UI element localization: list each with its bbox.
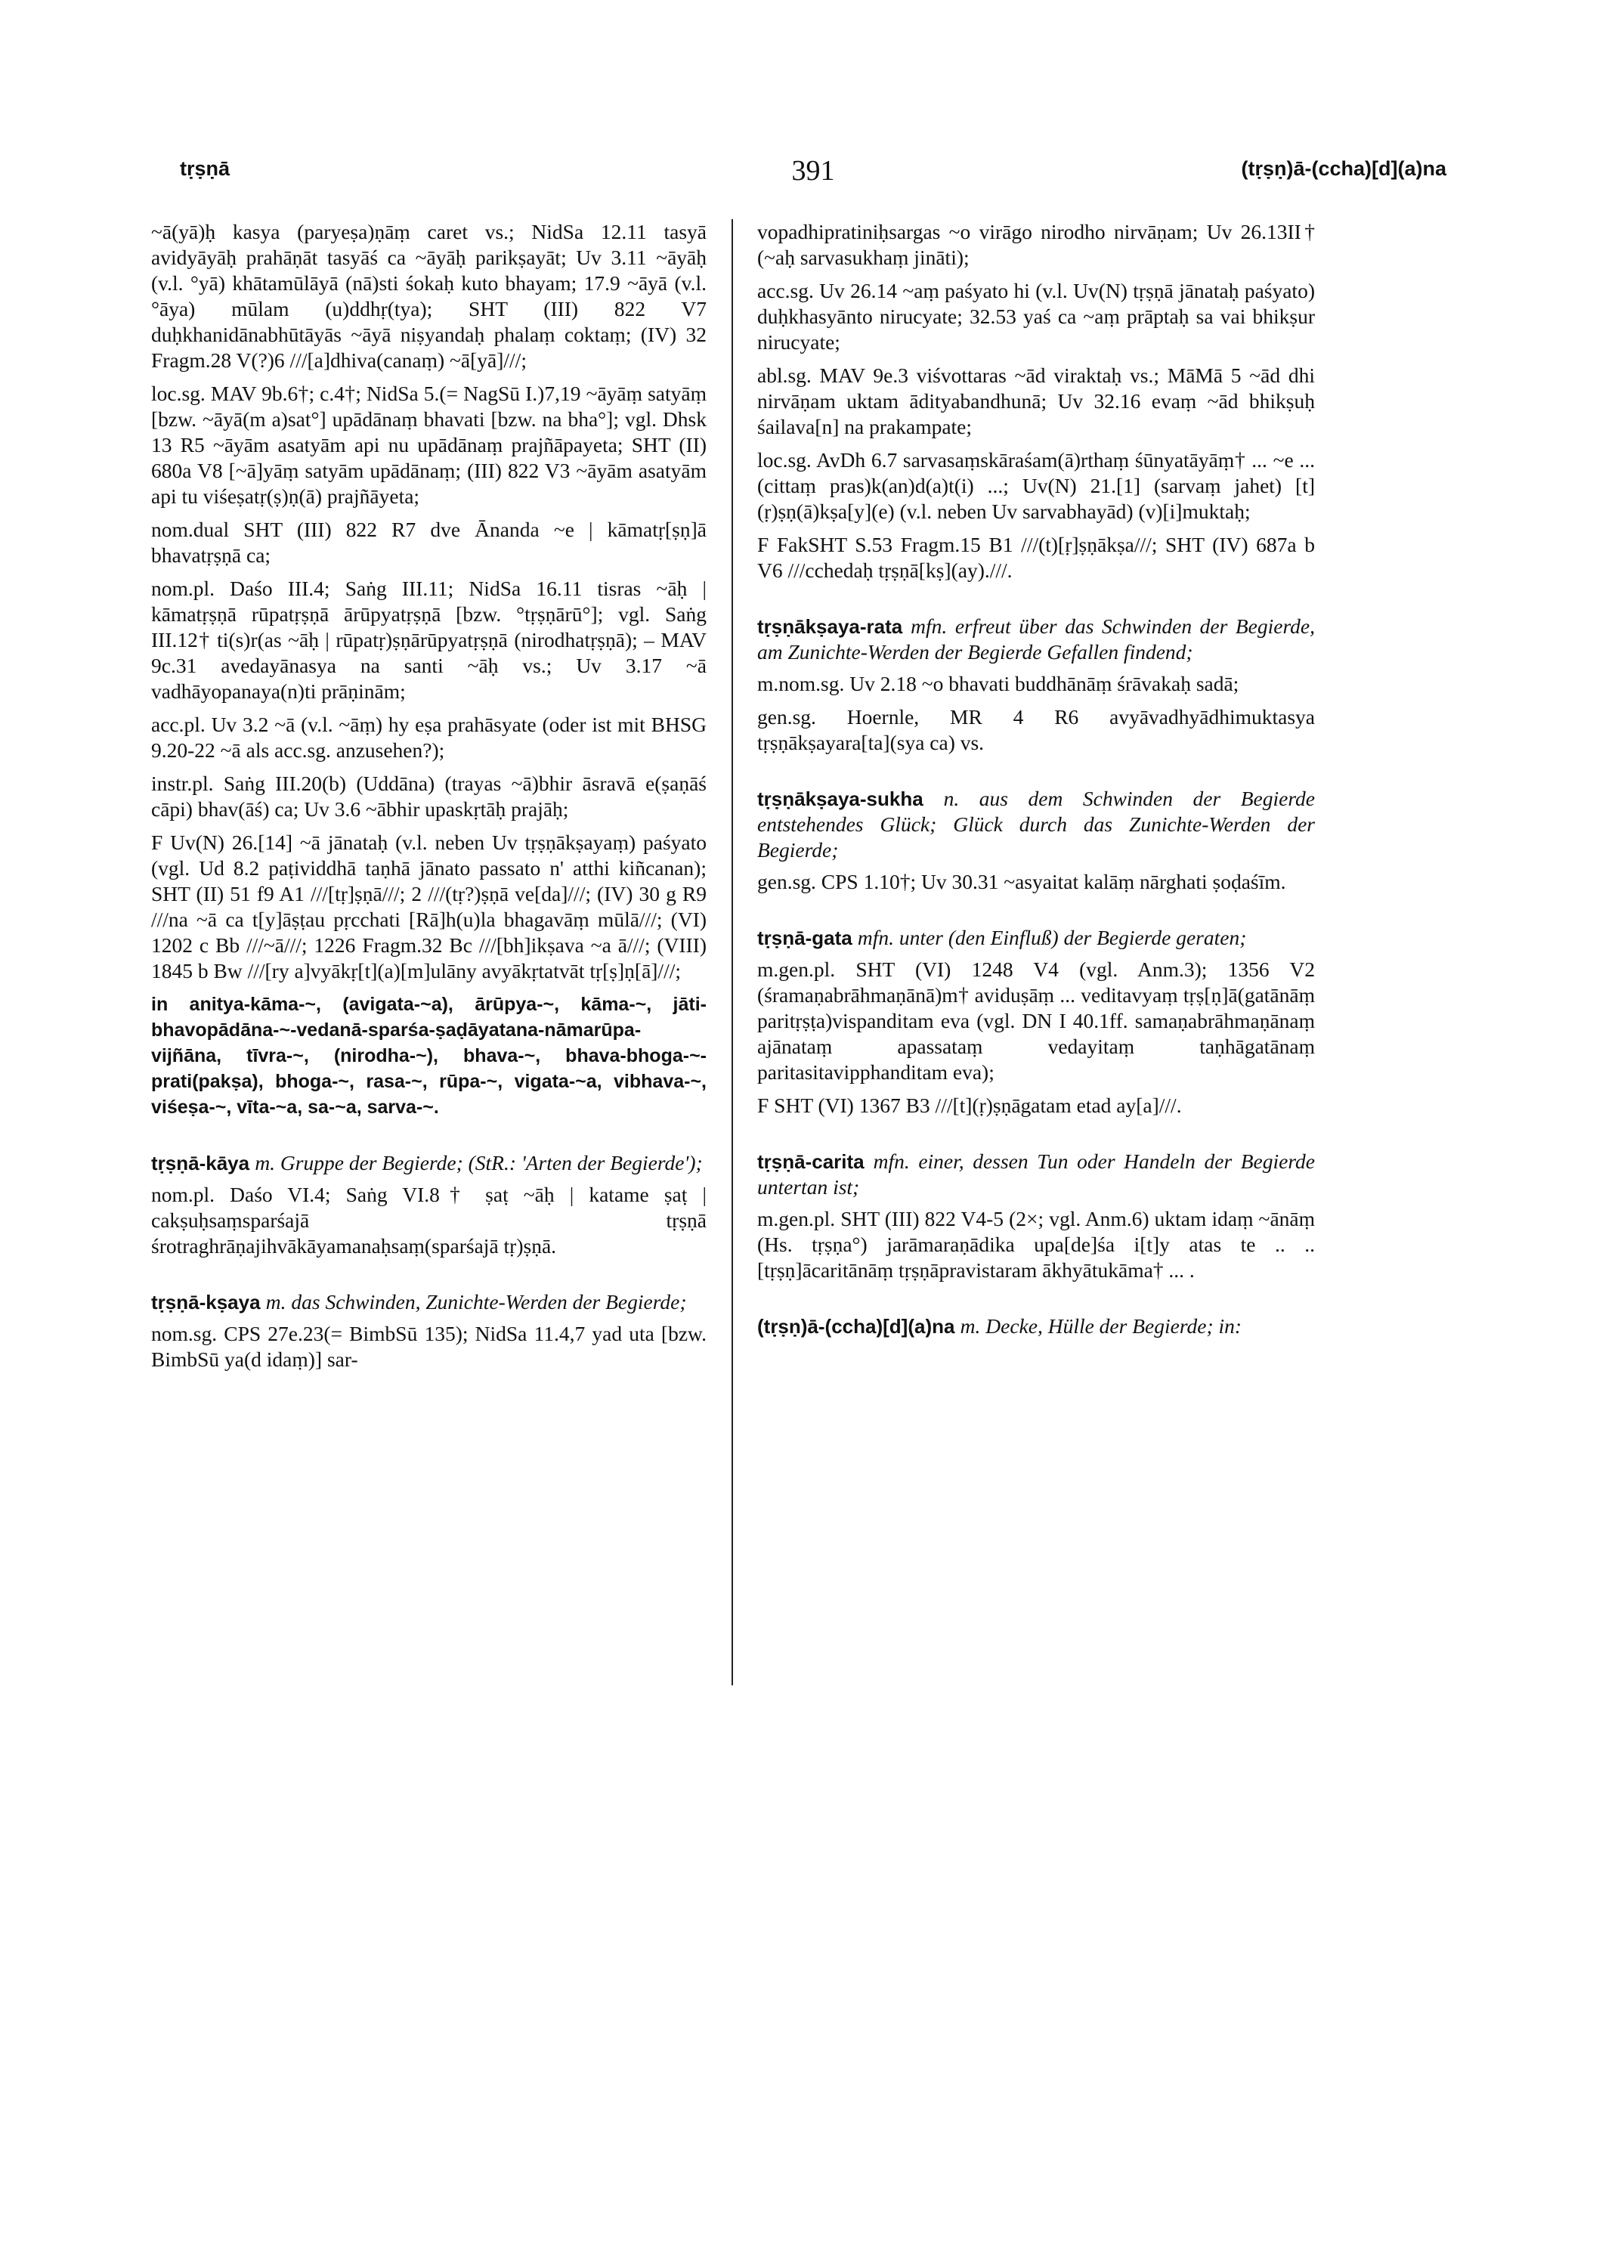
paragraph: nom.pl. Daśo III.4; Saṅg III.11; NidSa 16.11 tisras ~āḥ | kāmatṛṣṇā rūpatṛṣṇā ārūpyatṛṣṇā [bzw. °tṛṣṇārū°]; vgl. Saṅg III.12† ti(s)r(as ~āḥ | rūpatṛ)ṣṇārūpyatṛṣṇā (nirodhatṛṣṇā); – MAV 9c.31 avedayānasya na santi ~āḥ vs.; Uv 3.17 ~ā vadhāyopanaya(n)ti prāṇinām; (151, 577, 707, 703)
paragraph: m.gen.pl. SHT (III) 822 V4-5 (2×; vgl. Anm.6) uktam idaṃ ~ānāṃ (Hs. tṛṣṇa°) jarāmaraṇādika upa[de]śa i[t]y atas te .. .. [tṛṣṇ]ācaritānāṃ tṛṣṇāpravistaram ākhyātukāma† ... . (757, 1207, 1315, 1282)
entry-lemma: tṛṣṇā-gata (757, 927, 858, 949)
paragraph: m.nom.sg. Uv 2.18 ~o bhavati buddhānāṃ śrāvakaḥ sadā; (757, 672, 1239, 695)
entry-lemma: tṛṣṇākṣaya-sukha (757, 787, 944, 810)
left-column (151, 219, 707, 1380)
paragraph: F FakSHT S.53 Fragm.15 B1 ///(t)[ṛ]ṣṇākṣa///; SHT (IV) 687a b V6 ///cchedaḥ tṛṣṇā[kṣ](ay).///. (757, 533, 1315, 582)
page-number: 391 (791, 155, 835, 187)
paragraph: nom.sg. CPS 27e.23(= BimbSū 135); NidSa 11.4,7 yad uta [bzw. BimbSū ya(d idaṃ)] sar- (151, 1322, 707, 1371)
column-divider (732, 219, 733, 1685)
right-column (757, 219, 1315, 1345)
paragraph: m.gen.pl. SHT (VI) 1248 V4 (vgl. Anm.3); 1356 V2 (śramaṇabrāhmaṇānā)m† aviduṣāṃ ... veditavyaṃ tṛṣ[ṇ]ā(gatānāṃ paritṛṣṭa)vispanditam eva (vgl. DN I 40.1ff. samaṇabrāhmaṇānaṃ ajānataṃ apassataṃ vedayitaṃ taṇhāgatānaṃ paritasitavipphanditam eva); (757, 958, 1315, 1084)
compound-list: in anitya-kāma-~, (avigata-~a), ārūpya-~, kāma-~, jāti-bhavopādāna-~-vedanā-sparśa-ṣaḍāyatana-nāmarūpa-vijñāna, tīvra-~, (nirodha-~), bhava-~, bhava-bhoga-~-prati(pakṣa), bhoga-~, rasa-~, rūpa-~, vigata-~a, vibhava-~, viśeṣa-~, vīta-~a, sa-~a, sarva-~. (151, 994, 707, 1118)
paragraph: gen.sg. Hoernle, MR 4 R6 avyāvadhyādhimuktasya tṛṣṇākṣayara[ta](sya ca) vs. (757, 705, 1315, 754)
paragraph: instr.pl. Saṅg III.20(b) (Uddāna) (trayas ~ā)bhir āsravā e(ṣaṇāś cāpi) bhav(āś) ca; Uv 3.6 ~ābhir upaskṛtāḥ prajāḥ; (151, 772, 707, 821)
dictionary-entry (757, 614, 1315, 665)
paragraph: F SHT (VI) 1367 B3 ///[t](ṛ)ṣṇāgatam etad ay[a]///. (757, 1094, 1182, 1117)
entry-lemma: (tṛṣṇ)ā-(ccha)[d](a)na (757, 1315, 960, 1338)
entry-gloss: m. Gruppe der Begierde; (StR.: 'Arten der Begierde'); (255, 1151, 703, 1174)
paragraph: abl.sg. MAV 9e.3 viśvottaras ~ād viraktaḥ vs.; MāMā 5 ~ād dhi nirvāṇam uktam ādityabandhunā; Uv 32.16 evaṃ ~ād bhikṣuḥ śailava[n] na prakampate; (757, 364, 1315, 438)
dictionary-entry (757, 925, 1315, 951)
entry-lemma: tṛṣṇā-kṣaya (151, 1291, 266, 1313)
entry-gloss: mfn. einer, dessen Tun oder Handeln der Begierde untertan ist; (757, 1149, 1315, 1199)
paragraph: nom.dual SHT (III) 822 R7 dve Ānanda ~e | kāmatṛ[ṣṇ]ā bhavatṛṣṇā ca; (151, 518, 707, 567)
dictionary-entry (151, 1150, 707, 1176)
paragraph: ~ā(yā)ḥ kasya (paryeṣa)ṇāṃ caret vs.; NidSa 12.11 tasyā avidyāyāḥ prahāṇāt tasyāś ca ~āyāḥ parikṣayāt; Uv 3.11 ~āyāḥ (v.l. °yā) khātamūlāyā (nā)sti śokaḥ kuto bhayam; 17.9 ~āyā (v.l. °āya) mūlam (u)ddhṛ(tya); SHT (III) 822 V7 duḥkhanidānabhūtāyās ~āyā niṣyandaḥ phalaṃ coktaṃ; (IV) 32 Fragm.28 V(?)6 ///[a]dhiva(canaṃ) ~ā[yā]///; (151, 220, 707, 372)
paragraph: acc.sg. Uv 26.14 ~aṃ paśyato hi (v.l. Uv(N) tṛṣṇā jānataḥ paśyato) duḥkhasyānto nirucyate; 32.53 yaś ca ~aṃ prāptaḥ sa vai bhikṣur nirucyate; (757, 279, 1315, 354)
entry-gloss: mfn. erfreut über das Schwinden der Begierde, am Zunichte-Werden der Begierde Gefallen findend; (757, 614, 1315, 664)
entry-lemma: tṛṣṇā-carita (757, 1150, 874, 1173)
paragraph: loc.sg. AvDh 6.7 sarvasaṃskāraśam(ā)rthaṃ śūnyatāyāṃ† ... ~e ... (cittaṃ pras)k(an)d(a)t(i) ...; Uv(N) 21.[1] (sarvaṃ jahet) [t](ṛ)ṣṇ(ā)kṣa[y](e) (v.l. neben Uv sarvabhayād) (v)[i]muktaḥ; (757, 448, 1315, 523)
dictionary-entry (757, 1149, 1315, 1200)
paragraph: nom.pl. Daśo VI.4; Saṅg VI.8† ṣaṭ ~āḥ | katame ṣaṭ | cakṣuḥsaṃsparśajā tṛṣṇā śrotraghrāṇajihvākāyamanaḥsaṃ(sparśajā tṛ)ṣṇā. (151, 1183, 707, 1258)
page-header (180, 157, 1446, 195)
entry-gloss: m. das Schwinden, Zunichte-Werden der Begierde; (265, 1290, 687, 1313)
paragraph: loc.sg. MAV 9b.6†; c.4†; NidSa 5.(= NagSū I.)7,19 ~āyāṃ satyāṃ [bzw. ~āyā(m a)sat°] upādānaṃ bhavati [bzw. na bha°]; vgl. Dhsk 13 R5 ~āyām asatyām api nu upādānaṃ prajñāpayeta; SHT (II) 680a V8 [~ā]yāṃ satyām upādānaṃ; (III) 822 V3 ~āyām asatyām api tu viśeṣatṛ(ṣ)ṇ(ā) prajñāyeta; (151, 382, 707, 508)
dictionary-entry (757, 786, 1315, 863)
paragraph: acc.pl. Uv 3.2 ~ā (v.l. ~āṃ) hy eṣa prahāsyate (oder ist mit BHSG 9.20-22 ~ā als acc.sg. anzusehen?); (151, 713, 707, 762)
entry-lemma: tṛṣṇā-kāya (151, 1152, 255, 1174)
dictionary-entry (757, 1313, 1315, 1339)
entry-gloss: mfn. unter (den Einfluß) der Begierde geraten; (857, 926, 1247, 949)
paragraph: vopadhipratiniḥsargas ~o virāgo nirodho nirvāṇam; Uv 26.13II† (~aḥ sarvasukhaṃ jināti); (757, 220, 1315, 269)
entry-gloss: m. Decke, Hülle der Begierde; in: (960, 1314, 1242, 1338)
paragraph: gen.sg. CPS 1.10†; Uv 30.31 ~asyaitat kalāṃ nārghati ṣoḍaśīm. (757, 870, 1286, 893)
entry-gloss: n. aus dem Schwinden der Begierde entstehendes Glück; Glück durch das Zunichte-Werden der Begierde; (757, 787, 1315, 862)
dictionary-entry (151, 1289, 707, 1315)
running-head-right: (tṛṣṇ)ā-(ccha)[d](a)na (1241, 157, 1446, 180)
running-head-left: tṛṣṇā (180, 157, 230, 180)
entry-lemma: tṛṣṇākṣaya-rata (757, 615, 911, 638)
paragraph: F Uv(N) 26.[14] ~ā jānataḥ (v.l. neben Uv tṛṣṇākṣayaṃ) paśyato (vgl. Ud 8.2 paṭividdhā taṇhā jānato passato n' atthi kiñcanan); SHT (II) 51 f9 A1 ///[tṛ]ṣṇā///; 2 ///(tṛ?)ṣṇā ve[da]///; (IV) 30 g R9 ///na ~ā ca t[y]āṣṭau pṛcchati [Rā]h(u)la bhagavāṃ mūlā///; (VI) 1202 c Bb ///~ā///; 1226 Fragm.32 Bc ///[bh]ikṣava ~a ā///; (VIII) 1845 b Bw ///[ry a]vyākṛ[t](a)[m]ulāny avyākṛtatvāt tṛ[ṣ]ṇ[ā]///; (151, 831, 707, 982)
